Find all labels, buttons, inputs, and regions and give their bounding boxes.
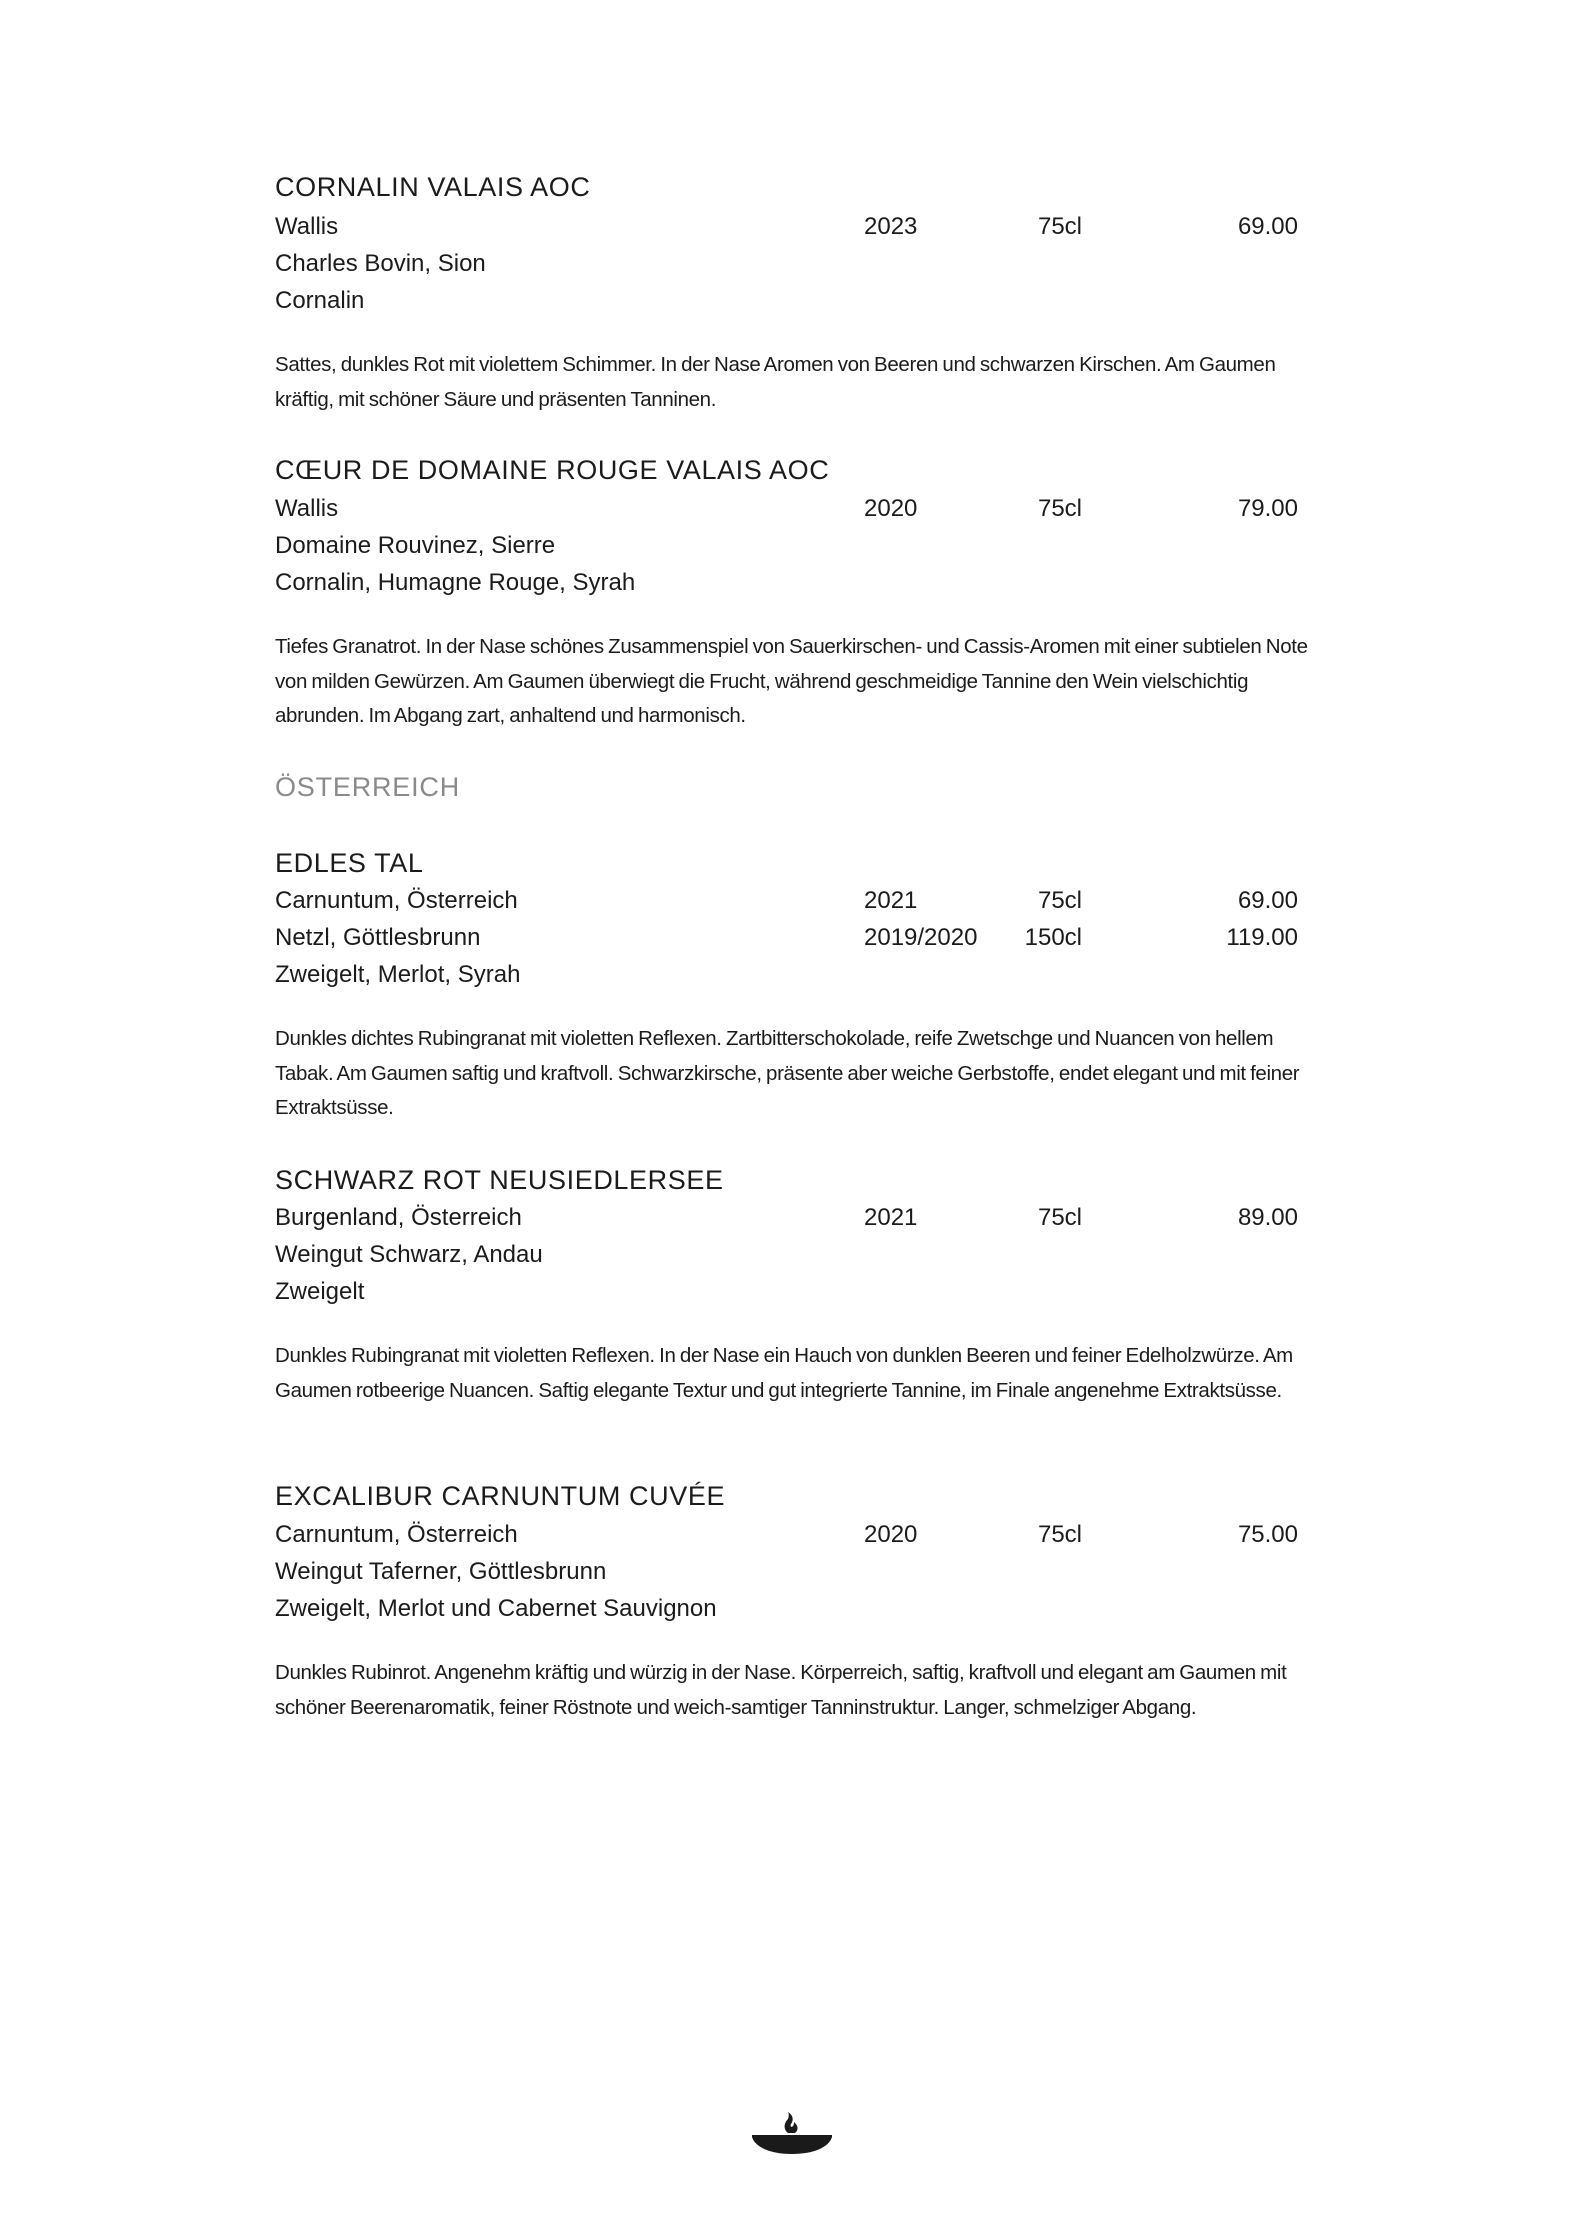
fire-bowl-icon xyxy=(748,2104,836,2158)
wine-bottle-size: 75cl xyxy=(1037,1204,1082,1231)
wine-description: Tiefes Granatrot. In der Nase schönes Zusammenspiel von Sauerkirschen- und Cassis-Aromen mit einer subtielen Note von milden Gewürzen. Am Gaumen überwiegt die Frucht, während geschmeidige Tannine den Wein vielschichtig abrunden. Im Abgang zart, anhaltend und harmonisch. xyxy=(275,635,1308,727)
wine-producer: Weingut Taferner, Göttlesbrunn xyxy=(275,1558,607,1585)
wine-description: Dunkles Rubinrot. Angenehm kräftig und würzig in der Nase. Körperreich, saftig, kraftvoll und elegant am Gaumen mit schöner Beerenaromatik, feiner Röstnote und weich-samtiger Tanninstruktur. Langer, schmelziger Abgang. xyxy=(275,1661,1287,1719)
wine-grapes: Zweigelt, Merlot, Syrah xyxy=(275,961,521,988)
wine-bottle-size: 75cl xyxy=(1037,1521,1082,1548)
wine-vintage: 2020 xyxy=(864,1521,918,1548)
wine-price: 89.00 xyxy=(1237,1204,1298,1231)
wine-grapes: Zweigelt, Merlot und Cabernet Sauvignon xyxy=(275,1595,717,1622)
wine-grapes: Zweigelt xyxy=(275,1278,365,1305)
wine-price: 75.00 xyxy=(1237,1521,1298,1548)
wine-vintage: 2021 xyxy=(864,887,918,914)
wine-price: 79.00 xyxy=(1237,495,1298,522)
wine-description: Dunkles Rubingranat mit violetten Reflexen. In der Nase ein Hauch von dunklen Beeren und feiner Edelholzwürze. Am Gaumen rotbeerige Nuancen. Saftig elegante Textur und gut integrierte Tannine, im Finale angenehme Extraktsüsse. xyxy=(275,1344,1293,1402)
wine-bottle-size: 75cl xyxy=(1037,495,1082,522)
wine-price: 69.00 xyxy=(1237,213,1298,240)
wine-price: 119.00 xyxy=(1226,924,1298,951)
wine-price: 69.00 xyxy=(1237,887,1298,914)
wine-description: Dunkles dichtes Rubingranat mit violetten Reflexen. Zartbitterschokolade, reife Zwetschge und Nuancen von hellem Tabak. Am Gaumen saftig und kraftvoll. Schwarzkirsche, präsente aber weiche Gerbstoffe, endet elegant und mit feiner Extraktsüsse. xyxy=(275,1027,1300,1119)
wine-grapes: Cornalin xyxy=(275,287,365,314)
wine-description: Sattes, dunkles Rot mit violettem Schimmer. In der Nase Aromen von Beeren und schwarzen Kirschen. Am Gaumen kräftig, mit schöner Säure und präsenten Tanninen. xyxy=(275,353,1276,411)
wine-producer: Domaine Rouvinez, Sierre xyxy=(275,532,556,559)
wine-name: EXCALIBUR CARNUNTUM CUVÉE xyxy=(275,1481,726,1511)
wine-vintage: 2019/2020 xyxy=(864,924,978,951)
wine-name: EDLES TAL xyxy=(275,848,424,878)
wine-grapes: Cornalin, Humagne Rouge, Syrah xyxy=(275,569,636,596)
wine-name: CŒUR DE DOMAINE ROUGE VALAIS AOC xyxy=(275,455,830,485)
wine-region: Carnuntum, Österreich xyxy=(275,887,518,914)
wine-region: Burgenland, Österreich xyxy=(275,1204,522,1231)
wine-region: Wallis xyxy=(275,213,339,240)
wine-region: Wallis xyxy=(275,495,339,522)
wine-vintage: 2020 xyxy=(864,495,918,522)
wine-producer: Netzl, Göttlesbrunn xyxy=(275,924,481,951)
wine-vintage: 2021 xyxy=(864,1204,918,1231)
wine-name: CORNALIN VALAIS AOC xyxy=(275,172,591,202)
wine-bottle-size: 150cl xyxy=(1024,924,1082,951)
wine-region: Carnuntum, Österreich xyxy=(275,1521,518,1548)
wine-producer: Charles Bovin, Sion xyxy=(275,250,486,277)
wine-name: SCHWARZ ROT NEUSIEDLERSEE xyxy=(275,1165,724,1195)
wine-bottle-size: 75cl xyxy=(1037,213,1082,240)
wine-vintage: 2023 xyxy=(864,213,918,240)
country-section-label: ÖSTERREICH xyxy=(275,772,461,802)
wine-producer: Weingut Schwarz, Andau xyxy=(275,1241,543,1268)
wine-bottle-size: 75cl xyxy=(1037,887,1082,914)
